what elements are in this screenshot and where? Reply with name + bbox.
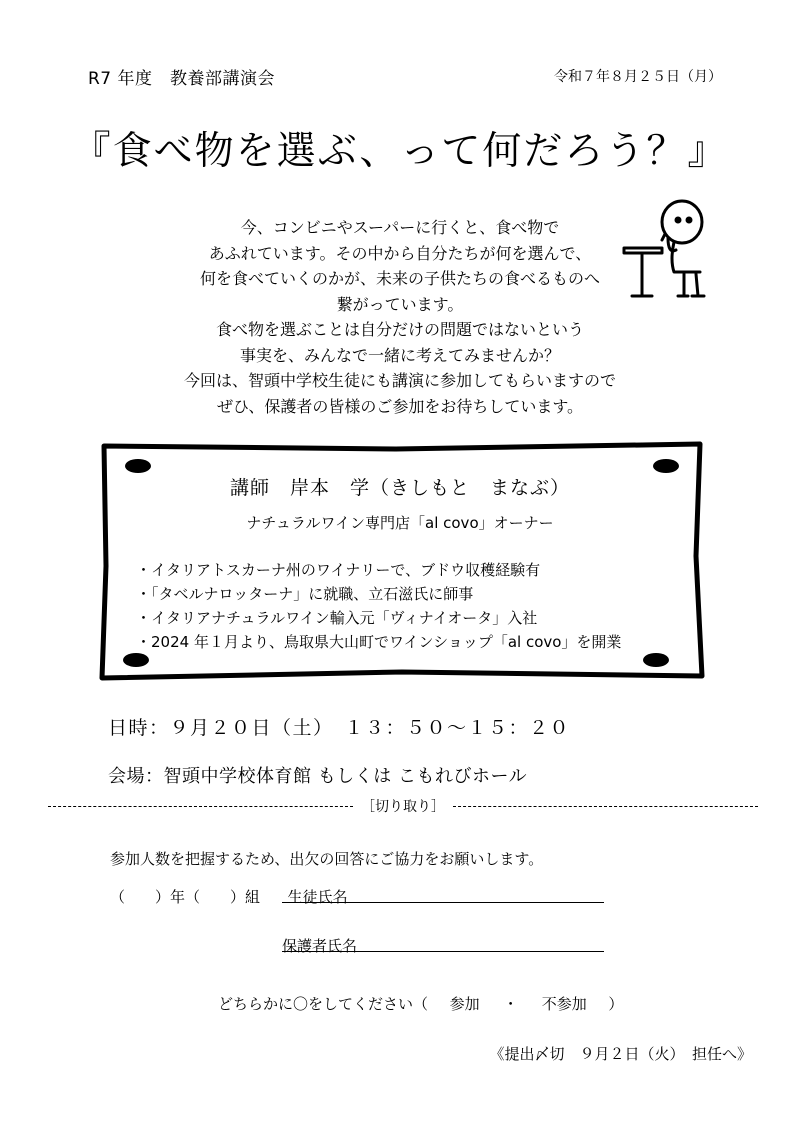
- bio-item: ・「タベルナロッターナ」に就職、立石滋氏に師事: [136, 585, 474, 603]
- submission-deadline: 《提出〆切 ９月２日（火） 担任へ》: [489, 1045, 752, 1063]
- bio-item: ・2024 年１月より、鳥取県大山町でワインショップ「al covo」を開業: [136, 633, 622, 651]
- attendance-close: ）: [608, 995, 624, 1013]
- issue-date: 令和７年８月２５日（月）: [554, 69, 722, 85]
- attend-separator: ・: [503, 995, 519, 1013]
- intro-line: 何を食べていくのかが、未来の子供たちの食べるものへ: [199, 269, 600, 288]
- student-name-field[interactable]: [282, 902, 604, 903]
- cut-line: [48, 796, 758, 816]
- lecturer-name: 講師 岸本 学（きしもと まなぶ）: [229, 477, 570, 499]
- intro-line: 繋がっています。: [336, 294, 464, 314]
- frame-rivet: [653, 459, 679, 473]
- guardian-name-label: 保護者氏名: [282, 937, 358, 955]
- guardian-name-field[interactable]: [282, 951, 604, 952]
- attend-option[interactable]: 参加: [449, 995, 480, 1013]
- frame-rivet: [123, 653, 149, 667]
- rsvp-note: 参加人数を把握するため、出欠の回答にご協力をお願いします。: [110, 850, 544, 868]
- cut-label: ［切り取り］: [361, 799, 445, 815]
- cut-dash-left: [48, 806, 353, 807]
- intro-line: 事実を、みんなで一緒に考えてみませんか？: [239, 345, 560, 365]
- cut-dash-right: [453, 806, 758, 807]
- event-datetime: 日時：９月２０日（土） １３：５０〜１５：２０: [108, 717, 571, 739]
- intro-line: 食べ物を選ぶことは自分だけの問題ではないという: [215, 320, 584, 339]
- class-and-student-row: [110, 886, 348, 907]
- lecturer-title: ナチュラルワイン専門店「al covo」オーナー: [246, 514, 554, 532]
- thinking-person-illustration: [618, 198, 728, 308]
- intro-line: 今、コンビニやスーパーに行くと、食べ物で: [240, 218, 560, 237]
- student-name-label: 生徒氏名: [287, 888, 348, 906]
- intro-line: あふれています。その中から自分たちが何を選んで、: [208, 243, 592, 263]
- grade-class-field[interactable]: （ ）年（ ）組: [110, 888, 261, 906]
- attendance-prompt: どちらかに〇をしてください（: [218, 995, 429, 1013]
- page-title: 『食べ物を選ぶ、って何だろう？』: [71, 129, 729, 174]
- bio-item: ・イタリアトスカーナ州のワイナリーで、ブドウ収穫経験有: [136, 561, 541, 579]
- frame-rivet: [643, 653, 669, 667]
- lecturer-bio-list: [136, 558, 621, 654]
- frame-rivet: [125, 459, 151, 473]
- intro-line: ぜひ、保護者の皆様のご参加をお待ちしています。: [216, 396, 584, 416]
- event-series-label: R7 年度 教養部講演会: [88, 69, 276, 89]
- intro-paragraph: [150, 215, 650, 419]
- intro-line: 今回は、智頭中学校生徒にも講演に参加してもらいますので: [183, 371, 616, 390]
- absent-option[interactable]: 不参加: [541, 995, 587, 1013]
- attendance-choice-row: [218, 993, 623, 1014]
- event-venue: 会場：智頭中学校体育館 もしくは こもれびホール: [108, 766, 528, 787]
- bio-item: ・イタリアナチュラルワイン輸入元「ヴィナイオータ」入社: [136, 609, 538, 627]
